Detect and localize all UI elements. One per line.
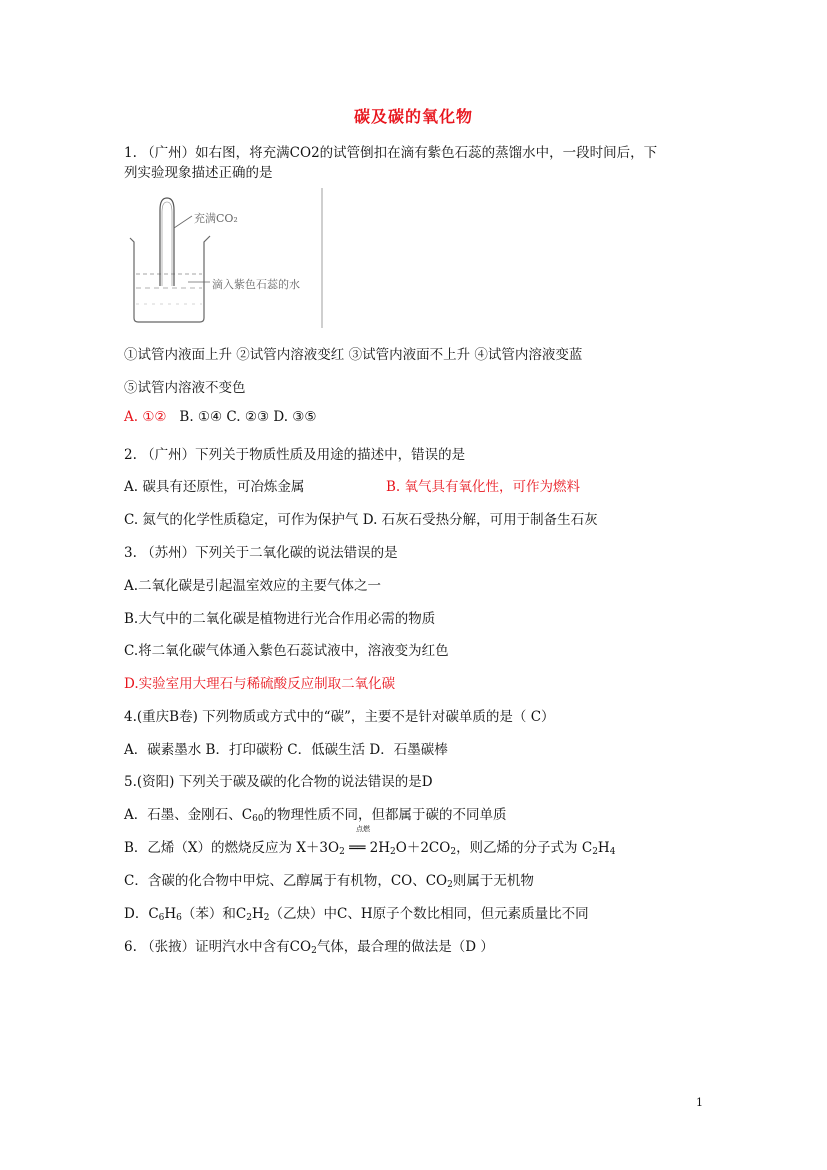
- q2-options-cd: C. 氮气的化学性质稳定，可作为保护气 D. 石灰石受热分解，可用于制备生石灰: [124, 512, 598, 528]
- page-title: 碳及碳的氧化物: [353, 107, 473, 126]
- q4-options: A．碳素墨水 B．打印碳粉 C．低碳生活 D．石墨碳棒: [124, 742, 448, 758]
- q2-option-a: A. 碳具有还原性，可冶炼金属: [124, 479, 305, 495]
- q5-reaction-condition: 点燃: [356, 825, 370, 833]
- q5-option-c: C．含碳的化合物中甲烷、乙醇属于有机物，CO、$CO_2$则属于无机物: [124, 873, 534, 890]
- q2-stem: 2. （广州）下列关于物质性质及用途的描述中，错误的是: [124, 447, 466, 463]
- q3-stem: 3. （苏州）下列关于二氧化碳的说法错误的是: [124, 545, 398, 561]
- q1-stem-line2: 列实验现象描述正确的是: [124, 165, 273, 181]
- q4-stem: 4.(重庆B卷) 下列物质或方式中的“碳”，主要不是针对碳单质的是（ C）: [124, 709, 555, 725]
- experiment-figure: [126, 188, 326, 330]
- q1-stem-line1: 1. （广州）如右图，将充满CO2的试管倒扣在滴有紫色石蕊的蒸馏水中，一段时间后，下: [124, 145, 658, 161]
- figure-label-filled-co2: 充满CO₂: [194, 212, 238, 225]
- q3-option-d-answer: D.实验室用大理石与稀硫酸反应制取二氧化碳: [124, 676, 396, 692]
- q5-stem: 5.(资阳) 下列关于碳及碳的化合物的说法错误的是D: [124, 774, 433, 790]
- q5-option-d: D．$C_6H_6$（苯）和$C_2H_2$（乙炔）中C、H原子个数比相同，但元素质量比不同: [124, 906, 589, 923]
- q3-option-a: A.二氧化碳是引起温室效应的主要气体之一: [124, 578, 382, 594]
- q6-stem: 6. （张掖）证明汽水中含有$CO_2$气体，最合理的做法是（D ）: [124, 939, 494, 956]
- q1-option-a-answer: A. ①②: [124, 409, 167, 425]
- q1-observations-line2: ⑤试管内溶液不变色: [124, 380, 246, 396]
- q2-option-b-answer: B. 氧气具有氧化性，可作为燃料: [386, 479, 581, 495]
- q1-options-rest: B. ①④ C. ②③ D. ③⑤: [179, 409, 317, 425]
- q5-option-a: A．石墨、金刚石、$C_{60}$的物理性质不同，但都属于碳的不同单质: [124, 807, 507, 824]
- q3-option-b: B.大气中的二氧化碳是植物进行光合作用必需的物质: [124, 611, 436, 627]
- figure-label-litmus-water: 滴入紫色石蕊的水: [212, 278, 300, 291]
- q1-options: [124, 409, 316, 425]
- q1-observations-line1: ①试管内液面上升 ②试管内溶液变红 ③试管内液面不上升 ④试管内溶液变蓝: [124, 347, 583, 363]
- q5-option-b: B．乙烯（X）的燃烧反应为 $X+3O_2$ ══ $2H_2O+2CO_2$，则乙烯的分子式为 $C_2H_4$: [124, 840, 616, 857]
- q3-option-c: C.将二氧化碳气体通入紫色石蕊试液中，溶液变为红色: [124, 643, 449, 659]
- page-number: 1: [696, 1096, 703, 1109]
